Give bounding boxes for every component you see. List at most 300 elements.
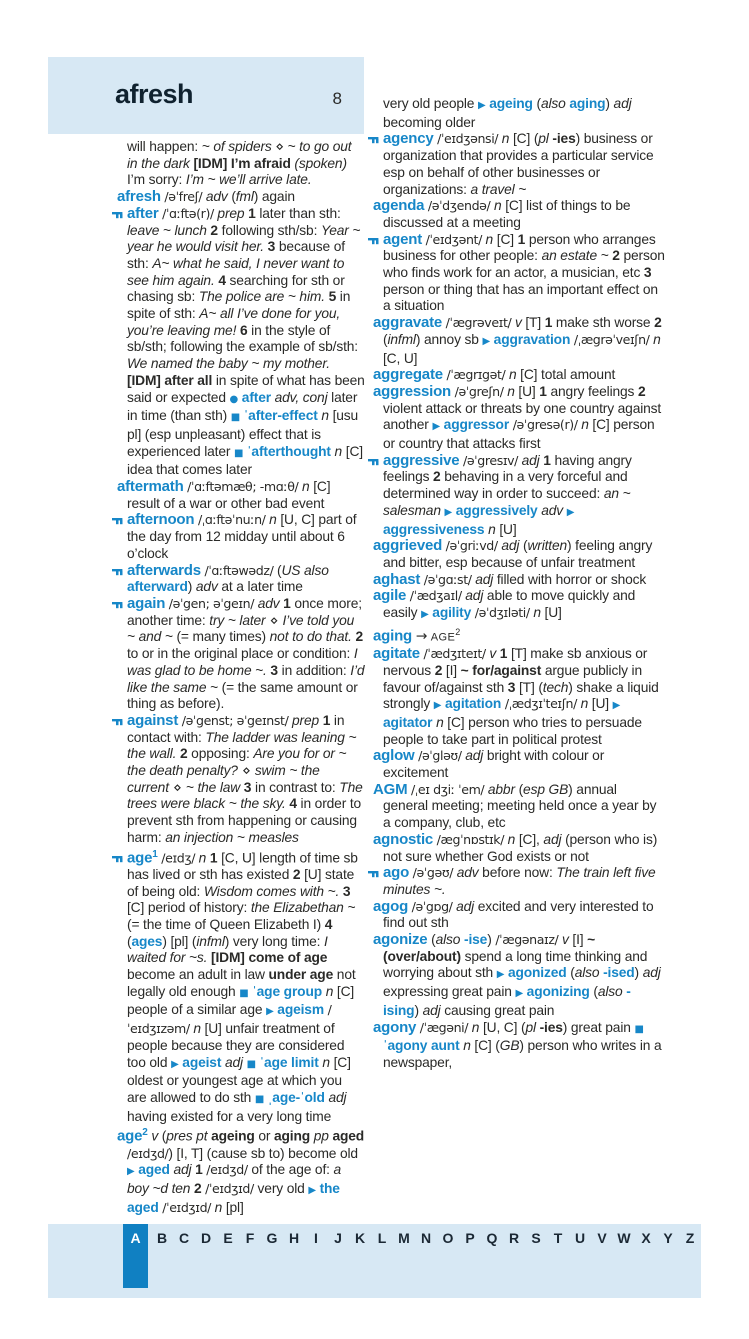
keyword-key-icon bbox=[368, 131, 379, 148]
headword: aging bbox=[373, 627, 412, 645]
keyword-key-icon bbox=[368, 865, 379, 882]
alphabet-letter-L: L bbox=[377, 1230, 387, 1246]
text-run: aging bbox=[274, 1128, 311, 1144]
text-run: n bbox=[488, 521, 496, 537]
text-run: 2 bbox=[351, 629, 364, 645]
headword: ago bbox=[383, 864, 410, 882]
headword: age bbox=[117, 1127, 143, 1145]
text-run: agonized bbox=[504, 965, 571, 981]
text-run: [T] make sb anxious or nervous bbox=[383, 646, 648, 678]
text-run: agonizing bbox=[523, 984, 594, 1000]
text-run: adj bbox=[465, 748, 484, 764]
text-run: in spite of sth: bbox=[127, 289, 351, 322]
text-run: tech bbox=[542, 679, 569, 695]
text-run: /əˈgreʃn/ bbox=[451, 383, 508, 399]
text-run: 2 bbox=[433, 469, 441, 485]
text-run: ˈafter-effect bbox=[240, 408, 322, 424]
text-run: aged bbox=[332, 1128, 365, 1144]
text-run: I’ve told you ~ and ~ bbox=[127, 612, 355, 645]
text-run: prep bbox=[292, 712, 320, 728]
dictionary-entry bbox=[368, 367, 665, 384]
text-run: ageism bbox=[273, 1002, 328, 1018]
text-run: ▶ bbox=[478, 100, 486, 111]
text-run: a travel ~ bbox=[470, 181, 527, 197]
text-run: at a later time bbox=[217, 579, 303, 595]
text-run: 1 bbox=[152, 848, 158, 860]
text-run: /ˈeɪdʒɪd/ bbox=[201, 1181, 254, 1197]
text-run: aging bbox=[569, 96, 606, 111]
text-run: The ladder was leaning ~ the wall. bbox=[127, 729, 357, 762]
text-run: an injection ~ measles bbox=[165, 829, 299, 845]
text-run: ( bbox=[427, 932, 436, 948]
dictionary-entry bbox=[368, 232, 665, 316]
text-run: angry feelings bbox=[546, 383, 638, 399]
left-column bbox=[112, 139, 365, 1215]
text-run: argue publicly in favour of/against sth bbox=[383, 662, 642, 695]
headword: agile bbox=[373, 587, 407, 605]
keyword-key-icon bbox=[112, 713, 123, 730]
text-run: -ising bbox=[383, 984, 631, 1018]
text-run: n bbox=[507, 383, 515, 399]
text-run: n bbox=[508, 367, 517, 383]
text-run: n bbox=[321, 408, 329, 424]
dictionary-entry bbox=[368, 538, 665, 571]
text-run: /ˌeɪ dʒiː ˈem/ bbox=[407, 781, 488, 797]
text-run: searching for sth or chasing sb: bbox=[127, 272, 345, 305]
text-run: /ˈægəni/ bbox=[416, 1019, 472, 1035]
text-run: [IDM] come of age bbox=[207, 950, 328, 966]
headword: after bbox=[127, 204, 159, 222]
text-run: 6 bbox=[236, 322, 248, 338]
text-run: /əˈgresɪv/ bbox=[459, 452, 522, 468]
dictionary-entry bbox=[368, 748, 665, 781]
dictionary-entry bbox=[368, 131, 665, 198]
text-run: afterward bbox=[127, 579, 188, 595]
text-run: to or in the original place or condition: bbox=[127, 646, 354, 662]
text-run: (= many times) bbox=[172, 629, 270, 645]
headword: aftermath bbox=[117, 478, 184, 496]
alphabet-letter-H: H bbox=[288, 1230, 300, 1246]
text-run: infml bbox=[196, 933, 225, 949]
text-run: fml bbox=[235, 189, 254, 205]
text-run: adj bbox=[475, 571, 494, 587]
headword: afresh bbox=[117, 188, 161, 206]
alphabet-letter-O: O bbox=[442, 1230, 454, 1246]
text-run: I’m ~ we’ll arrive late. bbox=[185, 172, 312, 188]
text-run: [T] bbox=[521, 315, 545, 331]
text-run: /ˈɑːftəwədz/ bbox=[200, 562, 278, 578]
text-run: later than sth: bbox=[255, 205, 341, 221]
text-run: /əˈdʒendə/ bbox=[424, 198, 494, 214]
text-run: v bbox=[151, 1128, 159, 1144]
text-run: become an adult in law bbox=[127, 967, 269, 983]
text-run: (= the same amount or thing as before). bbox=[127, 679, 358, 712]
text-run: /ˌɑːftəˈnuːn/ bbox=[194, 512, 270, 528]
text-run: once more; another time: bbox=[127, 595, 362, 628]
text-run: ageist bbox=[178, 1054, 225, 1070]
text-run: [C] list of things to be discussed at a meeting bbox=[383, 198, 631, 230]
text-run: n bbox=[507, 831, 516, 847]
text-run: ▶ bbox=[308, 1185, 316, 1197]
text-run: ■ bbox=[233, 447, 244, 459]
text-run: [C] result of a war or other bad event bbox=[127, 479, 331, 511]
text-run: n bbox=[580, 696, 589, 712]
text-run: ˈafterthought bbox=[243, 443, 335, 459]
text-run: ■ bbox=[634, 1023, 644, 1035]
alphabet-bar bbox=[48, 1224, 701, 1298]
text-run: ) again bbox=[253, 189, 295, 205]
text-run: [C] period of history: bbox=[127, 900, 251, 916]
text-run: adj bbox=[642, 965, 661, 981]
dictionary-entry bbox=[368, 646, 665, 748]
text-run: [U] bbox=[514, 383, 540, 399]
text-run: ageing bbox=[211, 1128, 255, 1144]
text-run: 1 bbox=[206, 850, 218, 866]
text-run: bright with colour or excitement bbox=[383, 748, 605, 781]
text-run: causing great pain bbox=[440, 1002, 555, 1018]
headword: afterwards bbox=[127, 561, 201, 579]
headword: agenda bbox=[373, 197, 425, 215]
text-run: ) very long time: bbox=[224, 933, 325, 949]
text-run: /əˈgriːvd/ bbox=[442, 538, 502, 554]
text-run: ▶ bbox=[444, 506, 453, 518]
text-run: ▶ bbox=[171, 1058, 179, 1070]
dictionary-entry bbox=[112, 512, 365, 562]
text-run: agitator bbox=[383, 714, 437, 730]
text-run: 1 bbox=[539, 383, 547, 399]
text-run: aggressively bbox=[452, 502, 542, 518]
text-run: very old bbox=[253, 1181, 309, 1197]
text-run: n bbox=[463, 1038, 471, 1054]
text-run: [C] person or country that attacks first bbox=[383, 417, 655, 452]
text-run: because of sth: bbox=[127, 239, 345, 271]
text-run: ( bbox=[127, 933, 132, 949]
text-run: an estate ~ bbox=[541, 248, 609, 264]
text-run: [IDM] I’m afraid bbox=[193, 155, 295, 171]
text-run: ⋄ bbox=[237, 763, 255, 780]
text-run: will happen: bbox=[127, 139, 202, 154]
text-run: adj bbox=[543, 831, 562, 847]
text-run: ) great pain bbox=[562, 1019, 635, 1035]
text-run: /əˈgəʊ/ bbox=[409, 865, 457, 881]
alphabet-letter-Z: Z bbox=[685, 1230, 695, 1246]
dictionary-entry bbox=[112, 139, 365, 189]
text-run: GB bbox=[499, 1038, 520, 1054]
text-run: 1 bbox=[517, 231, 526, 247]
text-run: ˈagony aunt bbox=[383, 1038, 464, 1054]
text-run: 2 bbox=[176, 746, 188, 762]
text-run: under age bbox=[268, 967, 334, 983]
text-run: The police are ~ him. bbox=[198, 289, 325, 305]
headword: AGM bbox=[373, 780, 408, 798]
keyword-key-icon bbox=[368, 453, 379, 470]
text-run: ▶ bbox=[266, 1006, 274, 1018]
text-run: n bbox=[198, 850, 207, 866]
alphabet-letter-A: A bbox=[123, 1224, 148, 1288]
text-run: → bbox=[415, 628, 428, 645]
text-run: 4 bbox=[214, 272, 226, 288]
text-run: written bbox=[527, 538, 568, 554]
text-run: -ies bbox=[552, 131, 576, 147]
text-run: ˌage-ˈold bbox=[264, 1089, 329, 1105]
text-run: ▶ bbox=[515, 988, 523, 1000]
text-run: ( bbox=[227, 189, 236, 205]
text-run: n bbox=[533, 605, 541, 621]
text-run: spend a long time thinking and worrying about sth bbox=[383, 948, 648, 981]
text-run: ) annoy sb bbox=[415, 331, 483, 347]
alphabet-letter-U: U bbox=[574, 1230, 586, 1246]
text-run: n bbox=[471, 1019, 480, 1035]
text-run: ▶ bbox=[433, 700, 442, 712]
headword: against bbox=[127, 711, 179, 729]
text-run: /əˈgenst; əˈgeɪnst/ bbox=[178, 712, 293, 728]
text-run: 2 bbox=[434, 662, 443, 678]
text-run: /ˈeɪdʒənt/ bbox=[422, 231, 486, 247]
text-run: A~ all I’ve done for you, you’re leaving me! bbox=[127, 306, 341, 338]
text-run: 1 bbox=[279, 595, 291, 611]
text-run: ( bbox=[570, 965, 575, 981]
text-run: 1 bbox=[539, 452, 551, 468]
page-number: 8 bbox=[332, 89, 342, 108]
text-run: excited and very interested to find out sth bbox=[383, 898, 654, 931]
text-run: n bbox=[322, 1054, 330, 1070]
text-run: ) bbox=[605, 96, 614, 111]
text-run: 3 bbox=[240, 779, 252, 795]
text-run: ) [I, T] (cause sb to) become old bbox=[168, 1145, 358, 1161]
text-run: adj bbox=[521, 452, 540, 468]
text-run: /ˈægrəveɪt/ bbox=[442, 315, 515, 331]
alphabet-letter-P: P bbox=[465, 1230, 475, 1246]
text-run: aggressor bbox=[439, 417, 513, 433]
headword: agency bbox=[383, 130, 434, 148]
alphabet-letter-Q: Q bbox=[486, 1230, 498, 1246]
dictionary-entry bbox=[112, 206, 365, 479]
text-run: [U] bbox=[540, 605, 562, 621]
text-run: I’m sorry: bbox=[127, 172, 186, 188]
text-run: ( bbox=[514, 781, 524, 797]
dictionary-entry bbox=[112, 713, 365, 847]
text-run: [C] person who tries to persuade people to take part in political protest bbox=[383, 714, 642, 747]
dictionary-entry bbox=[368, 1020, 665, 1072]
headword: agitate bbox=[373, 645, 420, 663]
text-run: 2 bbox=[654, 315, 662, 331]
text-run: 1 bbox=[244, 205, 256, 221]
text-run: ageing bbox=[485, 96, 537, 111]
text-run: in contact with: bbox=[127, 712, 345, 745]
text-run: [I] bbox=[442, 662, 461, 678]
text-run: aggravation bbox=[490, 331, 574, 347]
dictionary-entry bbox=[368, 315, 665, 367]
text-run: also bbox=[597, 984, 623, 1000]
headword: agnostic bbox=[373, 830, 434, 848]
text-run: the aged bbox=[127, 1181, 340, 1215]
text-run: ) bbox=[187, 579, 196, 595]
text-run: I waited for ~s. bbox=[127, 933, 328, 966]
alphabet-letter-W: W bbox=[617, 1230, 631, 1246]
text-run: [U] unfair treatment of people because they are considered too old bbox=[127, 1021, 345, 1070]
text-run: ⋄ bbox=[168, 779, 186, 796]
text-run: ▶ bbox=[482, 335, 490, 347]
dictionary-entry bbox=[368, 782, 665, 832]
text-run: ) person who writes in a newspaper, bbox=[383, 1038, 662, 1070]
text-run: AGE bbox=[430, 631, 456, 644]
text-run: ) annual general meeting; meeting held once a year by a company, club, etc bbox=[383, 781, 657, 831]
text-run: aged bbox=[134, 1162, 174, 1178]
text-run: [U, C] ( bbox=[479, 1019, 526, 1035]
dictionary-entry bbox=[112, 189, 365, 206]
text-run: following sth/sb: bbox=[217, 222, 321, 238]
text-run: 3 bbox=[264, 239, 276, 255]
text-run: [U] state of being old: bbox=[127, 866, 355, 899]
text-run: /ægˈnɒstɪk/ bbox=[433, 831, 508, 847]
text-run: The trees were black ~ the sky. bbox=[127, 779, 363, 812]
text-run: violent attack or threats by one country against another bbox=[383, 400, 662, 433]
headword: aggressive bbox=[383, 451, 460, 469]
alphabet-letter-G: G bbox=[266, 1230, 278, 1246]
headword: afternoon bbox=[127, 511, 195, 529]
text-run: /ˈeɪdʒɪzəm/ bbox=[127, 1002, 332, 1037]
text-run: /əˈgɒg/ bbox=[408, 898, 457, 914]
text-run: ( bbox=[277, 562, 282, 578]
text-run: /ˈɑːftə(r)/ bbox=[158, 205, 218, 221]
text-run: expressing great pain bbox=[383, 984, 516, 1000]
text-run: /ˈɑːftəmæθ; -mɑːθ/ bbox=[183, 479, 302, 495]
headword: aghast bbox=[373, 570, 421, 588]
text-run: agility bbox=[428, 605, 475, 621]
text-run: try ~ later bbox=[209, 612, 266, 628]
text-run: 2 bbox=[292, 866, 301, 882]
text-run: ■ bbox=[246, 1058, 256, 1070]
text-run: adj bbox=[465, 588, 484, 604]
text-run: esp GB bbox=[523, 781, 569, 797]
text-run: behaving in a very forceful and determined way in order to succeed: bbox=[383, 469, 628, 502]
text-run: make sth worse bbox=[552, 315, 655, 331]
alphabet-letter-K: K bbox=[354, 1230, 366, 1246]
text-run: I was glad to be home ~. bbox=[127, 646, 358, 678]
text-run: ■ bbox=[230, 412, 241, 424]
text-run: adj bbox=[613, 96, 632, 111]
text-run: The train left five minutes ~. bbox=[383, 865, 656, 897]
headword: agent bbox=[383, 230, 423, 248]
text-run: n bbox=[485, 231, 494, 247]
text-run: n bbox=[334, 443, 343, 459]
alphabet-letter-E: E bbox=[223, 1230, 233, 1246]
headword: age bbox=[127, 849, 153, 867]
text-run: person or thing that has an important effect on a situation bbox=[383, 281, 658, 314]
text-run: prep bbox=[217, 205, 245, 221]
text-run: [IDM] after all bbox=[127, 372, 213, 388]
text-run: [pl] bbox=[222, 1199, 244, 1215]
text-run: ) business or organization that provides a particular service esp on behalf of other businesses or organizations: bbox=[383, 131, 654, 197]
text-run: n bbox=[325, 983, 334, 999]
text-run: person who arranges business for other people: bbox=[383, 231, 656, 264]
text-run: pl bbox=[525, 1019, 536, 1035]
text-run: Year ~ year he would visit her. bbox=[127, 222, 361, 255]
text-run: ˈage limit bbox=[255, 1054, 323, 1070]
text-run: /eɪdʒd/ bbox=[127, 1145, 169, 1161]
text-run: ( bbox=[536, 96, 541, 111]
dictionary-entry bbox=[368, 384, 665, 453]
text-run: (= the time of Queen Elizabeth I) bbox=[127, 916, 325, 932]
text-run: 3 bbox=[266, 662, 278, 678]
text-run: ▶ bbox=[127, 1166, 135, 1178]
text-run: in addition: bbox=[277, 662, 351, 678]
alphabet-letter-I: I bbox=[314, 1230, 318, 1246]
alphabet-row bbox=[123, 1224, 701, 1288]
text-run: n bbox=[302, 479, 310, 495]
text-run: leave ~ lunch bbox=[127, 222, 207, 238]
text-run: n bbox=[214, 1199, 223, 1215]
alphabet-letter-C: C bbox=[178, 1230, 190, 1246]
text-run: ~ (over/about) bbox=[383, 932, 596, 964]
dictionary-entry bbox=[368, 865, 665, 898]
text-run: n bbox=[581, 417, 589, 433]
text-run: pres pt bbox=[166, 1128, 208, 1144]
text-run: adv bbox=[195, 579, 218, 595]
text-run: ▶ bbox=[566, 506, 575, 518]
text-run: [C], bbox=[515, 831, 544, 847]
keyword-key-icon bbox=[368, 232, 379, 249]
text-run: later in time (than sth) bbox=[127, 389, 358, 424]
text-run: /eɪdʒ/ bbox=[157, 850, 199, 866]
dictionary-entry bbox=[368, 572, 665, 589]
text-run: /ˈeɪdʒɪd/ bbox=[162, 1199, 215, 1215]
text-run: pp bbox=[313, 1128, 329, 1144]
text-run: v bbox=[514, 315, 522, 331]
text-run: -ies bbox=[539, 1019, 563, 1035]
text-run: [T] ( bbox=[515, 679, 543, 695]
text-run: 4 bbox=[285, 796, 297, 812]
text-run: [C, U] bbox=[383, 350, 418, 366]
text-run: an ~ salesman bbox=[383, 486, 631, 518]
keyword-key-icon bbox=[112, 850, 123, 867]
text-run: in order to prevent sth from happening or causing harm: bbox=[127, 796, 362, 845]
text-run: 2 bbox=[190, 1181, 202, 1197]
text-run: ▶ bbox=[612, 700, 621, 712]
text-run: n bbox=[653, 331, 661, 347]
dictionary-entry bbox=[112, 563, 365, 596]
text-run: ( bbox=[593, 984, 598, 1000]
text-run: n bbox=[269, 512, 277, 528]
text-run: in the style of sb/sth; following the example of sb/sth: bbox=[127, 322, 358, 355]
alphabet-letter-S: S bbox=[531, 1230, 541, 1246]
alphabet-letter-X: X bbox=[641, 1230, 651, 1246]
alphabet-letter-Y: Y bbox=[663, 1230, 673, 1246]
headword: aggression bbox=[373, 382, 452, 400]
text-run: n bbox=[493, 198, 502, 214]
text-run: /ˌædʒɪˈteɪʃn/ bbox=[504, 696, 581, 712]
dictionary-entry bbox=[368, 899, 665, 932]
text-run: ( bbox=[383, 331, 388, 347]
text-run: ● bbox=[229, 393, 239, 405]
text-run: [usu pl] (esp unpleasant) effect that is experienced later bbox=[127, 408, 359, 459]
text-run: [C] ( bbox=[470, 1038, 500, 1054]
text-run: [U] bbox=[588, 696, 613, 712]
text-run: adv bbox=[205, 189, 228, 205]
text-run: [C] people of a similar age bbox=[127, 983, 355, 1018]
text-run: able to move quickly and easily bbox=[383, 588, 636, 621]
text-run: /əˈgɑːst/ bbox=[420, 571, 476, 587]
text-run: adv bbox=[456, 865, 479, 881]
text-run: v bbox=[561, 932, 569, 948]
text-run: We named the baby ~ my mother. bbox=[127, 356, 330, 372]
dictionary-entry bbox=[368, 96, 665, 131]
headword: aggregate bbox=[373, 366, 443, 384]
text-run: /ˈædʒaɪl/ bbox=[406, 588, 466, 604]
dictionary-entry bbox=[112, 847, 365, 1126]
text-run: ) shake a liquid strongly bbox=[383, 679, 659, 712]
text-run: in spite of what has been said or expected bbox=[127, 372, 365, 405]
